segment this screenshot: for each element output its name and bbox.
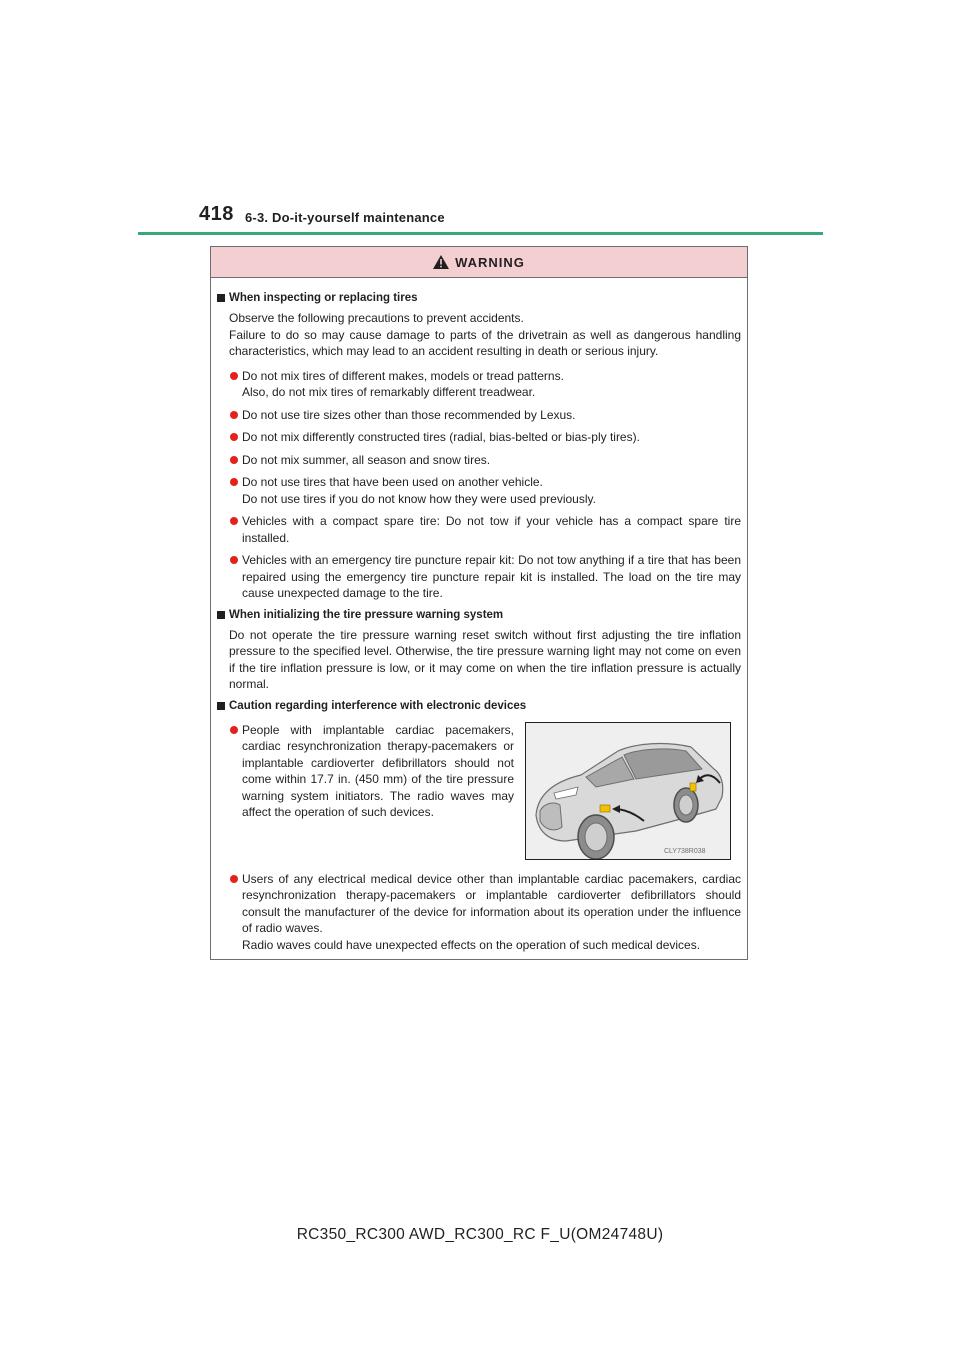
warning-label: WARNING	[455, 254, 525, 270]
page-footer: RC350_RC300 AWD_RC300_RC F_U(OM24748U)	[296, 1226, 664, 1243]
interference-row	[211, 722, 747, 867]
paragraph: Do not operate the tire pressure warning reset switch without first adjusting the tire inflation pressure to the specified level. Otherwise, the tire pressure warning light may not come on even if the tire inflation pressure is low, or it may come on when the tire inflation pressure is actually normal.	[229, 627, 741, 691]
list-item: Users of any electrical medical device other than implantable cardiac pacemakers, cardiac resynchronization therapy-pacemakers or implantable cardioverter defibrillators should consult the manufacturer of the device for information about its operation under the influence of radio waves. Radio waves could have unexpected effects on the operation of such medical devices.	[229, 871, 741, 954]
car-illustration	[525, 722, 731, 860]
section-heading: When inspecting or replacing tires	[211, 291, 747, 306]
bullet-dot-icon	[230, 875, 238, 883]
page-header	[0, 0, 960, 240]
list-item: Do not use tire sizes other than those recommended by Lexus.	[229, 407, 741, 424]
warning-header	[211, 247, 747, 278]
bullet-dot-icon	[230, 726, 238, 734]
bullet-dot-icon	[230, 478, 238, 486]
bullet-dot-icon	[230, 456, 238, 464]
list-item: Do not use tires that have been used on another vehicle. Do not use tires if you do not know how they were used previously.	[229, 474, 741, 507]
list-item: Vehicles with a compact spare tire: Do not tow if your vehicle has a compact spare tire installed.	[229, 513, 741, 546]
warning-box	[210, 246, 748, 960]
paragraph: Observe the following precautions to prevent accidents. Failure to do so may cause damage to parts of the drivetrain as well as dangerous handling characteristics, which may lead to an accident resulting in death or serious injury.	[229, 311, 741, 358]
list-item: Do not mix differently constructed tires (radial, bias-belted or bias-ply tires).	[229, 429, 741, 446]
bullet-dot-icon	[230, 433, 238, 441]
list-item: People with implantable cardiac pacemakers, cardiac resynchronization therapy-pacemakers or implantable cardioverter defibrillators should not come within 17.7 in. (450 mm) of the tire pressure warning system initiators. The radio waves may affect the operation of such devices.	[229, 722, 514, 821]
bullet-dot-icon	[230, 517, 238, 525]
square-bullet-icon	[217, 294, 225, 302]
square-bullet-icon	[217, 611, 225, 619]
square-bullet-icon	[217, 702, 225, 710]
section-title: 6-3. Do-it-yourself maintenance	[245, 210, 445, 225]
section-heading: When initializing the tire pressure warning system	[211, 608, 747, 623]
bullet-dot-icon	[230, 372, 238, 380]
header-rule	[138, 232, 823, 235]
page-number: 418	[199, 203, 234, 225]
warning-triangle-icon	[433, 255, 449, 269]
bullet-dot-icon	[230, 411, 238, 419]
warning-content	[211, 291, 747, 959]
list-item: Vehicles with an emergency tire puncture repair kit: Do not tow anything if a tire that has been repaired using the emergency tire puncture repair kit is installed. The load on the tire may cause unexpected damage to the tire.	[229, 552, 741, 602]
list-item: Do not mix summer, all season and snow tires.	[229, 452, 741, 469]
list-item: Do not mix tires of different makes, models or tread patterns. Also, do not mix tires of remarkably different treadwear.	[229, 368, 741, 401]
section-heading: Caution regarding interference with electronic devices	[211, 699, 747, 714]
figure-code: CLY738R038	[664, 847, 706, 855]
bullet-dot-icon	[230, 556, 238, 564]
